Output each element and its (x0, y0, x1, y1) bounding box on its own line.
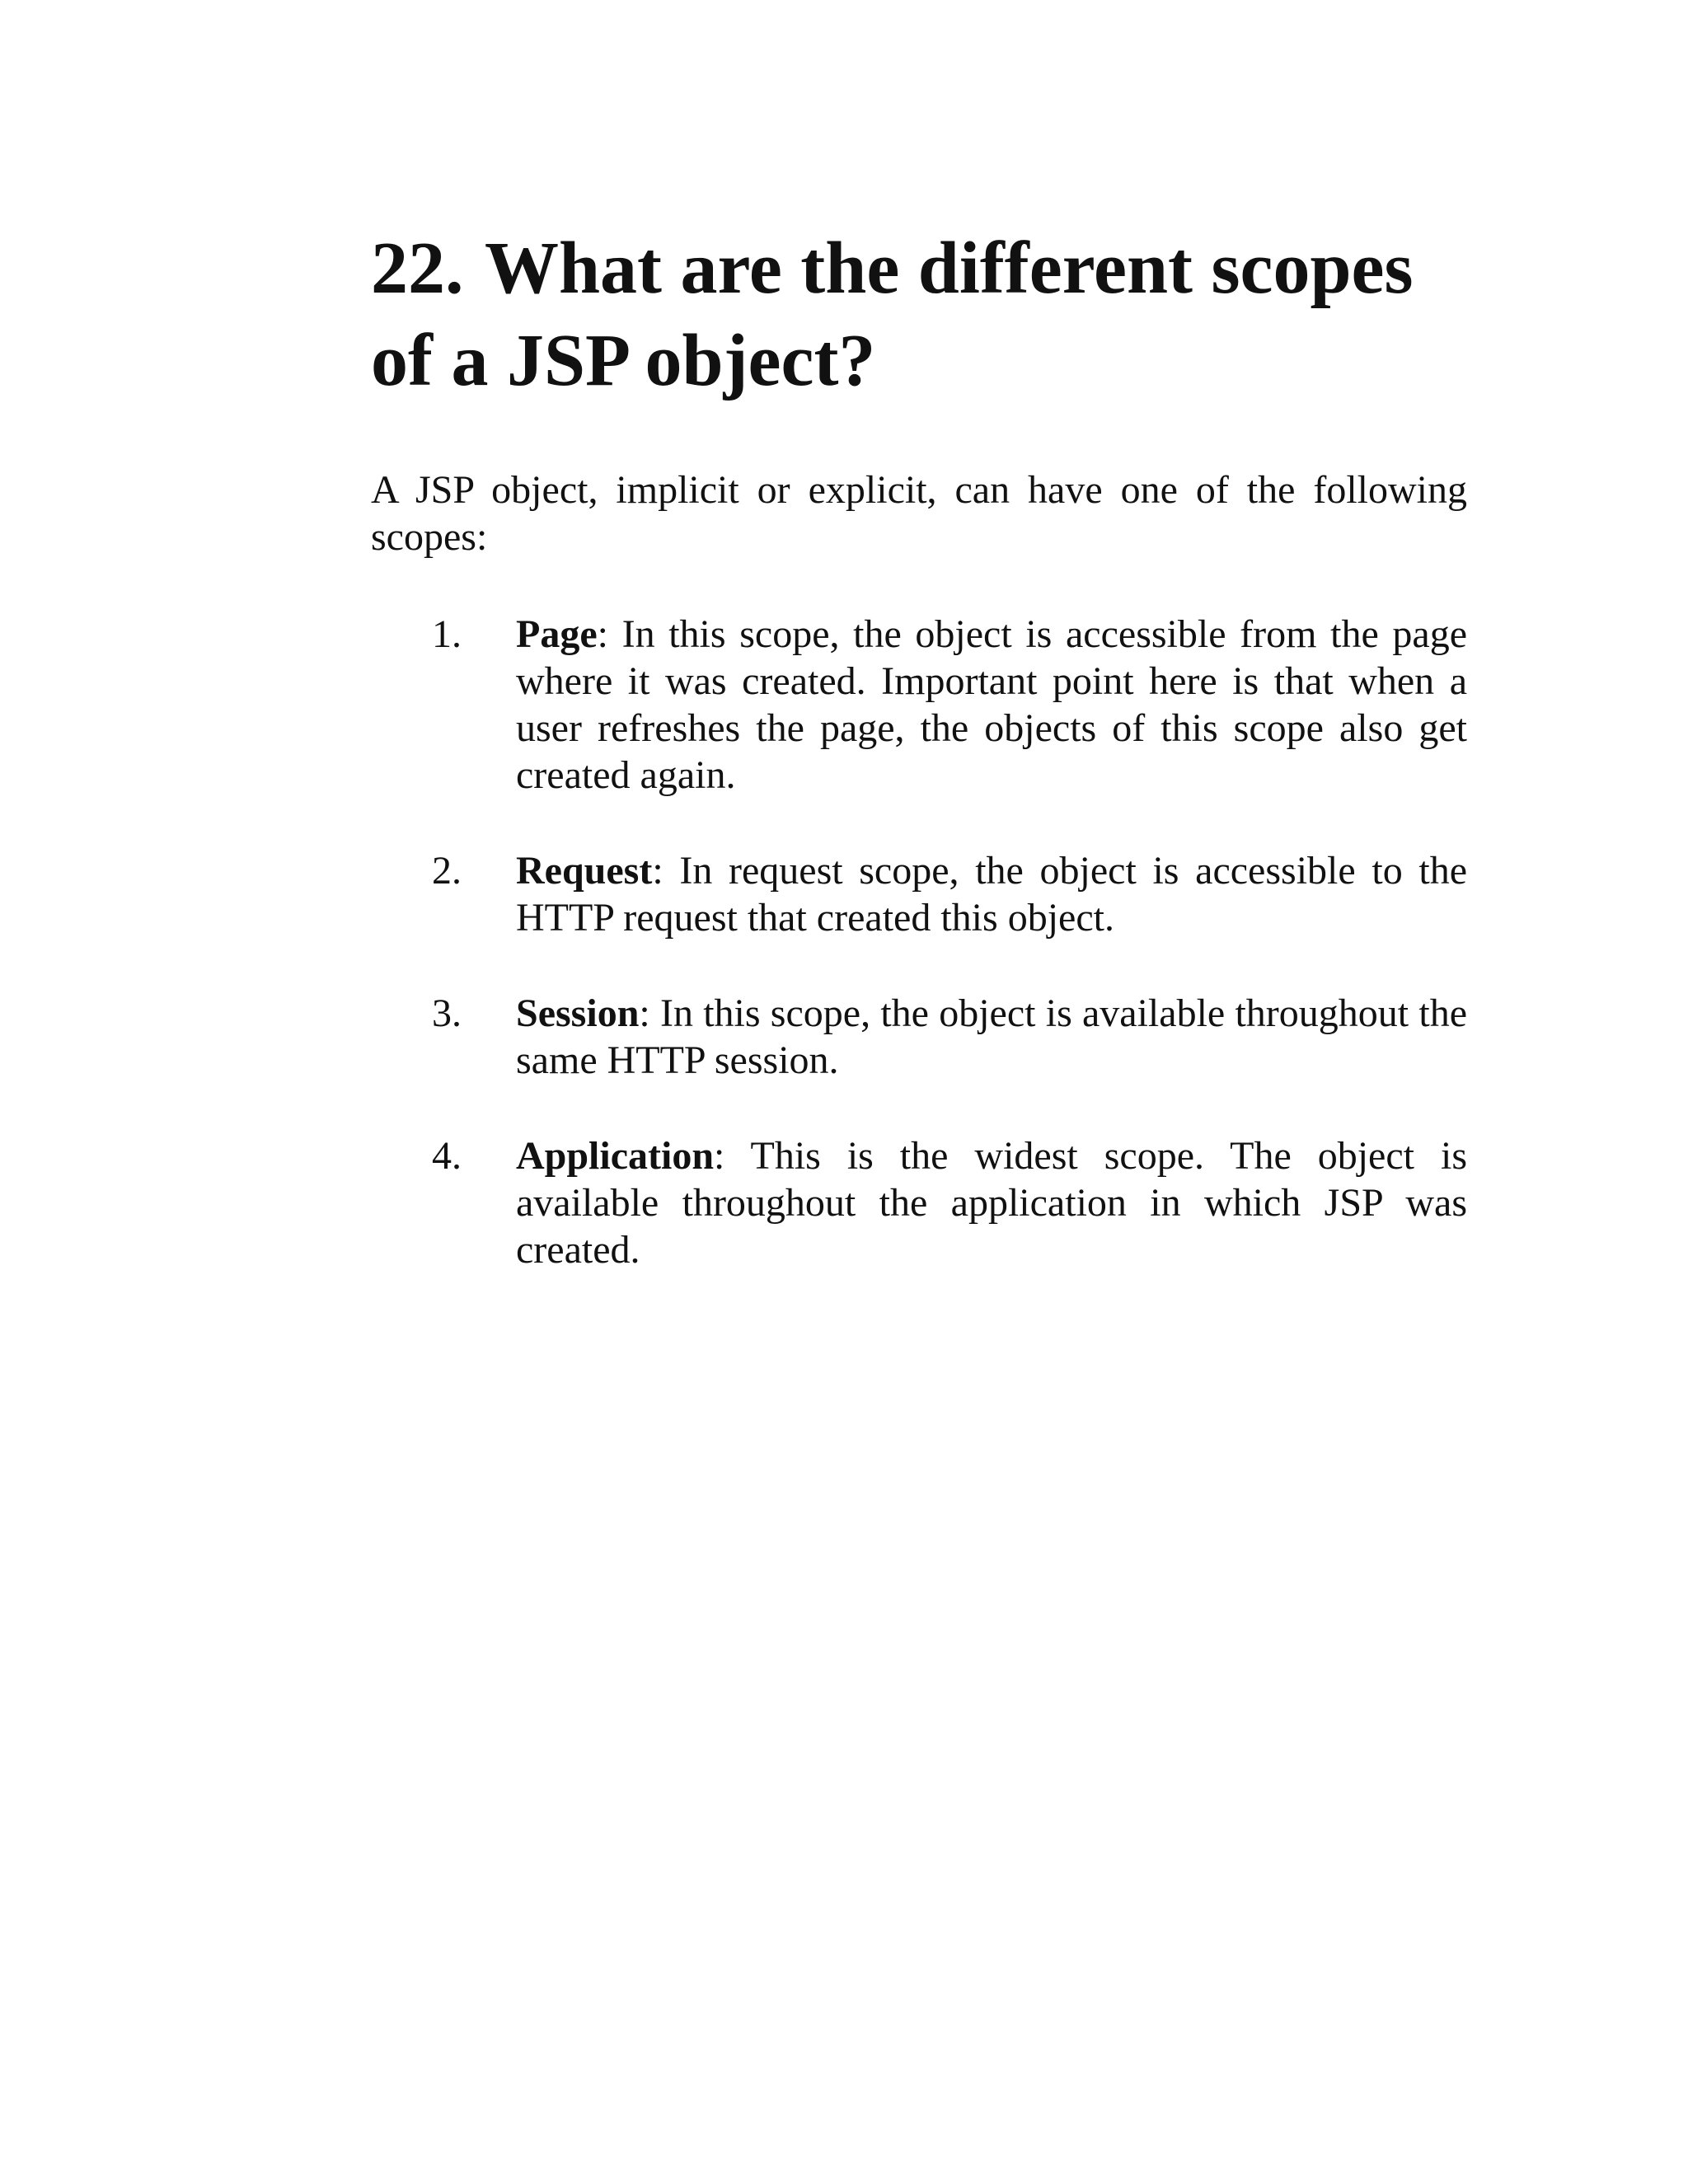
scope-separator: : (652, 849, 663, 893)
scope-list (371, 611, 1467, 1322)
scope-term: Application (516, 1134, 715, 1178)
intro-paragraph: A JSP object, implicit or explicit, can have one of the following scopes: (371, 468, 1467, 559)
scope-term: Session (516, 991, 640, 1035)
question-title: What are the different scopes of a JSP object? (371, 227, 1414, 401)
scope-body (516, 1132, 1467, 1273)
scope-separator: : (714, 1134, 725, 1178)
question-number: 22. (371, 227, 464, 309)
question-heading (371, 223, 1475, 407)
scope-item-session (371, 990, 1467, 1084)
scope-body (516, 990, 1467, 1084)
scope-separator: : (639, 991, 650, 1035)
scope-description: In request scope, the object is accessible to the HTTP request that created this object. (516, 849, 1467, 940)
scope-item-request (371, 847, 1467, 941)
scope-body (516, 847, 1467, 941)
scope-term: Request (516, 849, 653, 893)
scope-number: 3. (432, 991, 462, 1035)
scope-body (516, 611, 1467, 799)
scope-item-page (371, 611, 1467, 799)
scope-description: This is the widest scope. The object is available throughout the application in which JSP was created. (516, 1134, 1467, 1272)
scope-number: 4. (432, 1134, 462, 1178)
scope-item-application (371, 1132, 1467, 1273)
scope-term: Page (516, 612, 598, 656)
scope-separator: : (597, 612, 608, 656)
scope-number: 1. (432, 612, 462, 656)
scope-number: 2. (432, 849, 462, 893)
scope-description: In this scope, the object is accessible from the page where it was created. Important point here is that when a user refreshes the page, the objects of this scope also get created again. (516, 612, 1467, 797)
scope-description: In this scope, the object is available throughout the same HTTP session. (516, 991, 1467, 1082)
